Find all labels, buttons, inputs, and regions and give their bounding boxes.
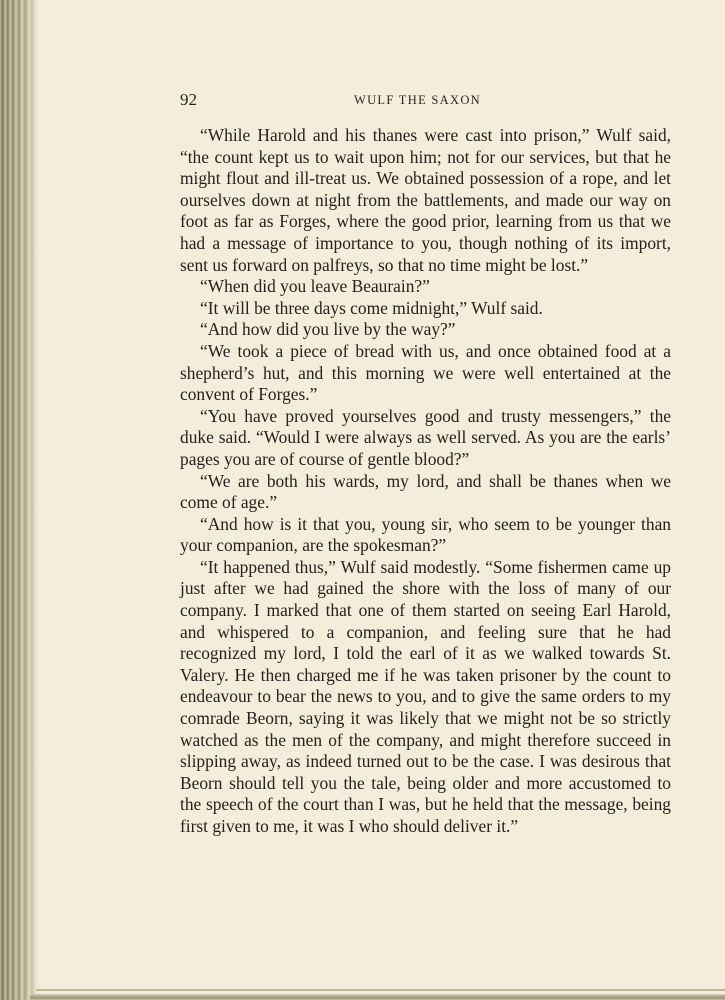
body-text: [180, 125, 671, 838]
paragraph: “It will be three days come midnight,” Wulf said.: [200, 297, 543, 318]
paragraph: “And how did you live by the way?”: [200, 319, 456, 340]
book-binding-edge: [0, 0, 40, 1000]
paragraph: “We took a piece of bread with us, and once obtained food at a shepherd’s hut, and this morning we were well entertained at the convent of Forges.”: [180, 340, 671, 405]
paragraph: “You have proved yourselves good and trusty messengers,” the duke said. “Would I were always as well served. As you are the earls’ pages you are of course of gentle blood?”: [180, 405, 671, 469]
running-head: WULF THE SAXON: [354, 93, 481, 107]
page-bottom-edge: [30, 994, 725, 1000]
page-number: 92: [180, 90, 197, 109]
paragraph: “We are both his wards, my lord, and shall be thanes when we come of age.”: [180, 470, 671, 513]
page-bottom-edge-line: [36, 989, 725, 991]
paragraph: “While Harold and his thanes were cast into prison,” Wulf said, “the count kept us to wait upon him; not for our services, but that he might flout and ill-treat us. We obtained possession of a rope, and let ourselves down at night from the battlements, and made our way on foot as far as Forges, where the good prior, learning from us that we had a message of importance to you, though nothing of its import, sent us forward on palfreys, so that no time might be lost.”: [180, 125, 671, 275]
page-header: [180, 90, 670, 110]
paragraph: “When did you leave Beaurain?”: [200, 276, 430, 297]
paragraph: “And how is it that you, young sir, who seem to be younger than your companion, are the spokesman?”: [180, 513, 671, 556]
paragraph: “It happened thus,” Wulf said modestly. “Some fishermen came up just after we had gained the shore with the loss of many of our company. I marked that one of them started on seeing Earl Harold, and whispered to a companion, and feeling sure that he had recognized my lord, I told the earl of it as we walked towards St. Valery. He then charged me if he was taken prisoner by the count to endeavour to bear the news to you, and to give the same orders to my comrade Beorn, saying it was likely that we might not be so strictly watched as the men of the company, and might therefore succeed in slipping away, as indeed turned out to be the case. I was desirous that Beorn should tell you the tale, being older and more accustomed to the speech of the court than I was, but he held that the message, being first given to me, it was I who should deliver it.”: [180, 556, 671, 836]
